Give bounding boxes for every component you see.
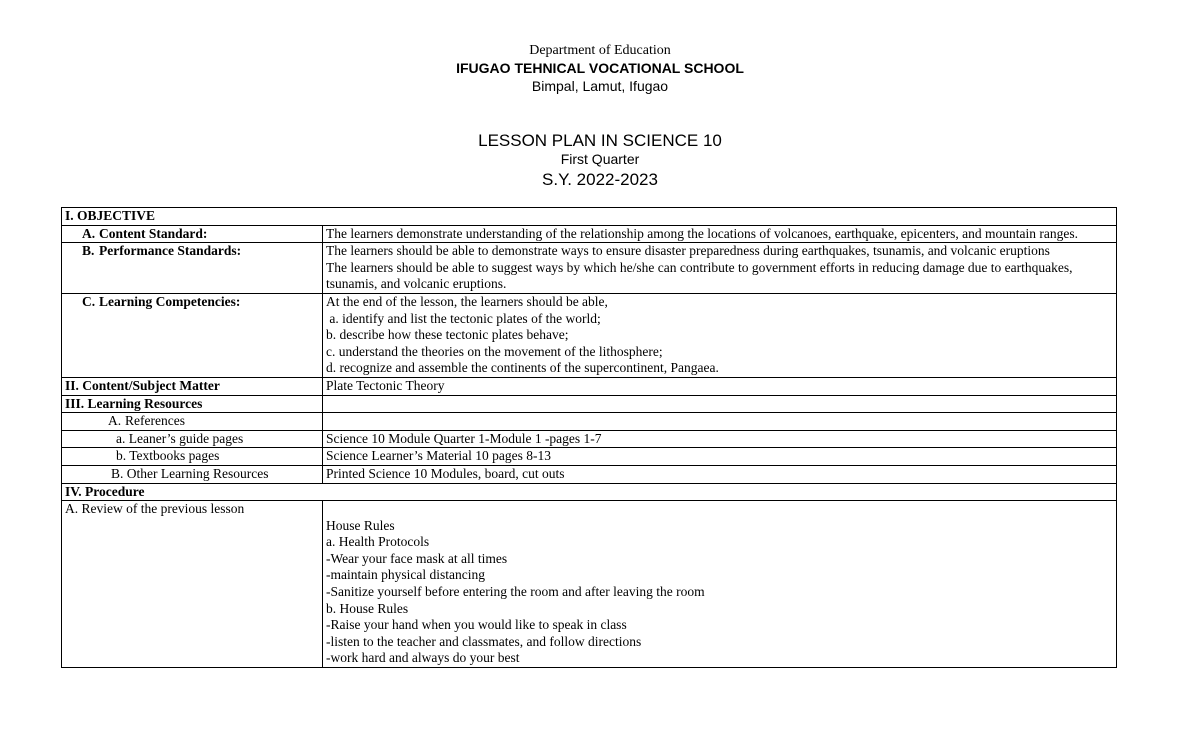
learners-guide-value: Science 10 Module Quarter 1-Module 1 -pages 1-7 (323, 430, 1117, 448)
table-row (62, 377, 1117, 395)
learning-competencies-value (323, 293, 1117, 377)
performance-standards-value (323, 243, 1117, 294)
learners-guide-label: a. Leaner’s guide pages (62, 430, 323, 448)
competency-line: At the end of the lesson, the learners should be able, (326, 293, 608, 309)
table-row (62, 465, 1117, 483)
review-value (323, 501, 1117, 668)
review-line: -Wear your face mask at all times (326, 550, 508, 566)
table-row (62, 501, 1117, 668)
review-label: A. Review of the previous lesson (62, 501, 323, 668)
review-line: House Rules (326, 517, 395, 533)
learning-competencies-label: C. Learning Competencies: (62, 293, 323, 377)
content-subject-matter-label: II. Content/Subject Matter (62, 377, 323, 395)
other-resources-value: Printed Science 10 Modules, board, cut outs (323, 465, 1117, 483)
table-row (62, 448, 1117, 466)
performance-standard-line: The learners should be able to demonstrate ways to ensure disaster preparedness during earthquakes, tsunamis, and volcanic eruptions (326, 243, 1050, 259)
other-resources-label: B. Other Learning Resources (62, 465, 323, 483)
school-name: IFUGAO TEHNICAL VOCATIONAL SCHOOL (456, 60, 744, 76)
table-row (62, 225, 1117, 243)
textbooks-label: b. Textbooks pages (62, 448, 323, 466)
table-row (62, 293, 1117, 377)
quarter-label: First Quarter (560, 151, 640, 167)
references-label: A. References (62, 413, 323, 431)
content-standard-label: A. Content Standard: (62, 225, 323, 243)
table-row (62, 430, 1117, 448)
review-line: -listen to the teacher and classmates, and follow directions (326, 633, 642, 649)
performance-standards-label: B. Performance Standards: (62, 243, 323, 294)
table-row (62, 483, 1117, 501)
review-line: b. House Rules (326, 600, 409, 616)
table-row (62, 243, 1117, 294)
lesson-plan-title: LESSON PLAN IN SCIENCE 10 (478, 131, 722, 150)
learning-resources-heading: III. Learning Resources (62, 395, 323, 413)
review-line: -maintain physical distancing (326, 567, 485, 583)
review-line: -Raise your hand when you would like to speak in class (326, 617, 627, 633)
lesson-plan-table (61, 207, 1117, 668)
objective-heading: I. OBJECTIVE (62, 208, 1117, 226)
review-line: -work hard and always do your best (326, 650, 520, 666)
department-name: Department of Education (529, 43, 671, 58)
table-row (62, 413, 1117, 431)
content-standard-value: The learners demonstrate understanding of the relationship among the locations of volcanoes, earthquake, epicenters, and mountain ranges. (323, 225, 1117, 243)
review-line: a. Health Protocols (326, 534, 430, 550)
table-row (62, 395, 1117, 413)
procedure-heading: IV. Procedure (62, 483, 1117, 501)
school-year: S.Y. 2022-2023 (542, 170, 658, 189)
competency-line: c. understand the theories on the movement of the lithosphere; (326, 343, 663, 359)
competency-line: d. recognize and assemble the continents of the supercontinent, Pangaea. (326, 360, 719, 376)
review-line: -Sanitize yourself before entering the room and after leaving the room (326, 584, 705, 600)
competency-line: a. identify and list the tectonic plates of the world; (326, 310, 601, 326)
performance-standard-line: The learners should be able to suggest ways by which he/she can contribute to government efforts in reducing damage due to earthquakes, tsunamis, and volcanic eruptions. (326, 259, 1073, 292)
content-subject-matter-value: Plate Tectonic Theory (323, 377, 1117, 395)
school-address: Bimpal, Lamut, Ifugao (531, 78, 669, 94)
textbooks-value: Science Learner’s Material 10 pages 8-13 (323, 448, 1117, 466)
competency-line: b. describe how these tectonic plates behave; (326, 327, 569, 343)
learning-resources-empty (323, 395, 1117, 413)
references-value (323, 413, 1117, 431)
table-row (62, 208, 1117, 226)
